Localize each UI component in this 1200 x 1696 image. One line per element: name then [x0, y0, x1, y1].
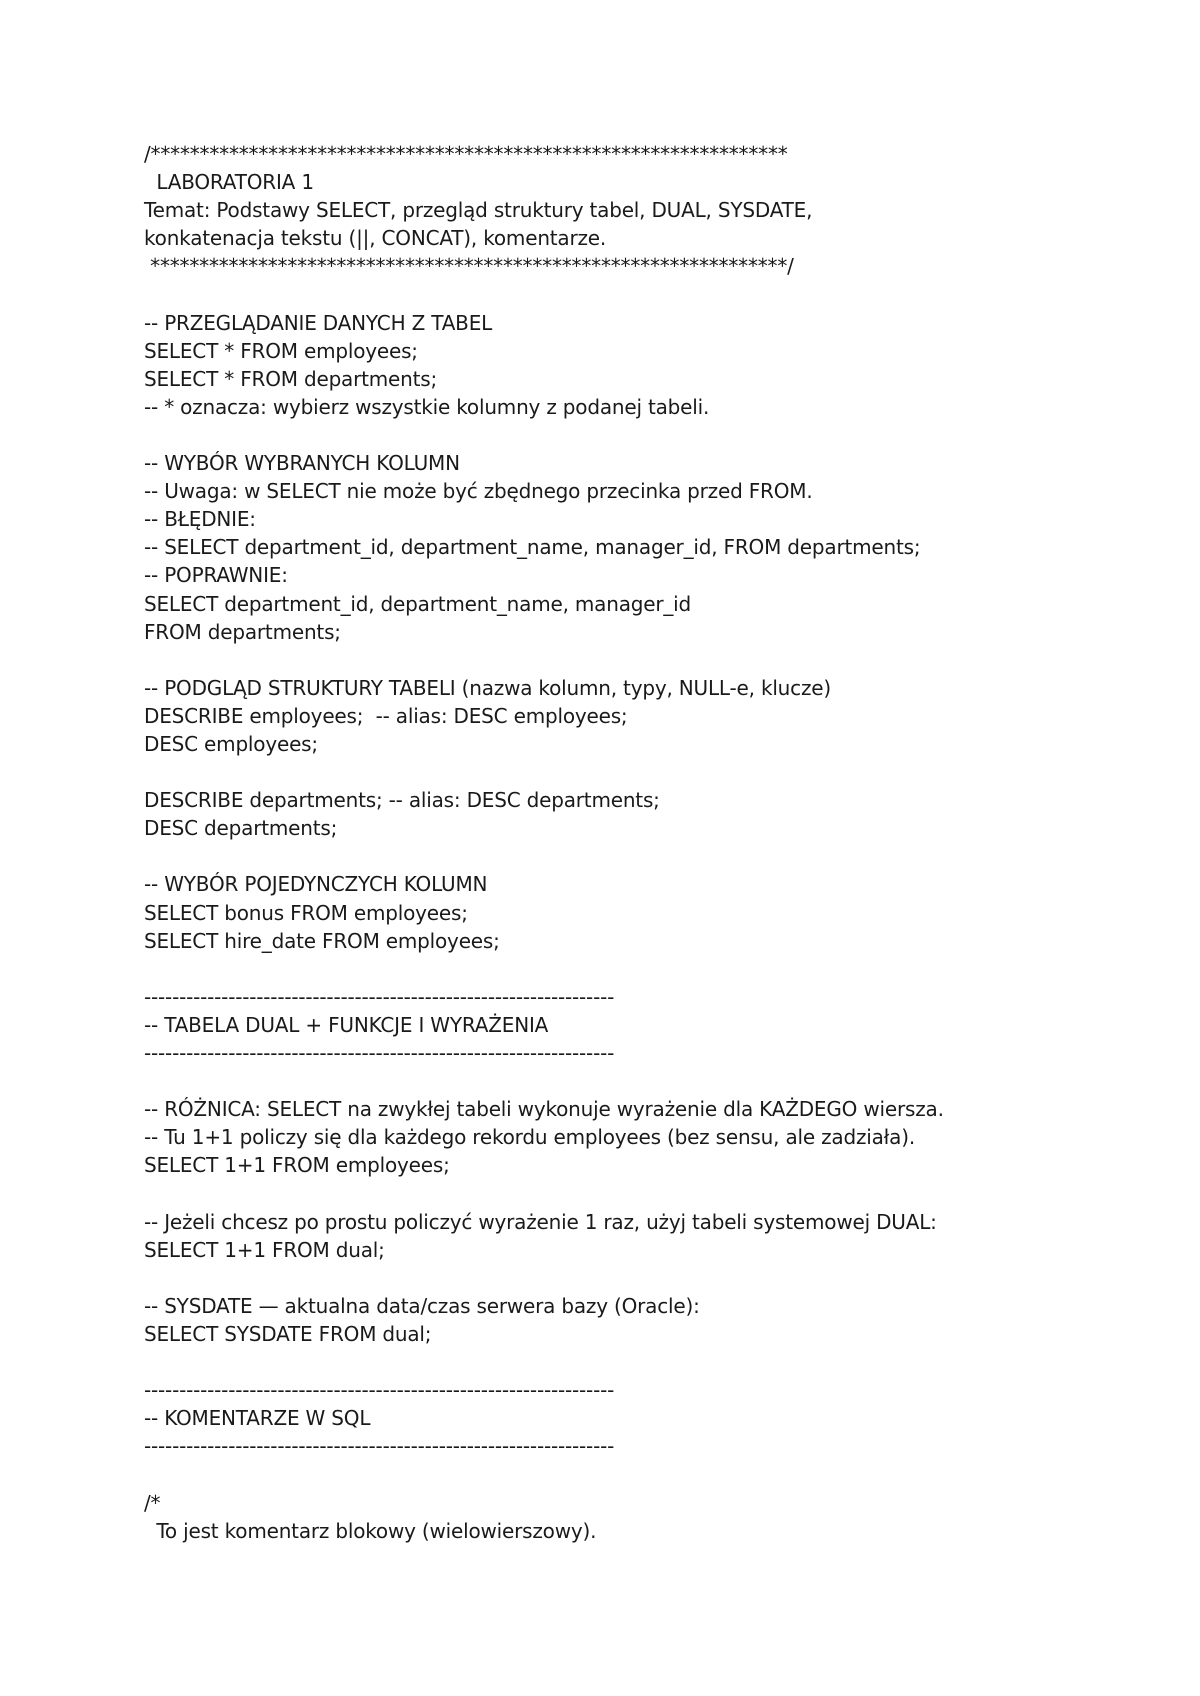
- blank-line: [144, 842, 1144, 870]
- text-line: -------------------------------------------------------------------: [144, 1434, 615, 1459]
- text-line: Temat: Podstawy SELECT, przegląd struktury tabel, DUAL, SYSDATE,: [144, 198, 813, 223]
- text-line: DESCRIBE departments; -- alias: DESC departments;: [144, 788, 660, 813]
- text-line: -- RÓŻNICA: SELECT na zwykłej tabeli wykonuje wyrażenie dla KAŻDEGO wiersza.: [144, 1097, 944, 1122]
- text-line: -- Tu 1+1 policzy się dla każdego rekordu employees (bez sensu, ale zadziała).: [144, 1125, 915, 1150]
- text-line: -------------------------------------------------------------------: [144, 1041, 615, 1065]
- blank-line: [144, 758, 1144, 786]
- text-line: *****************************************************************/: [144, 254, 794, 279]
- text-line: DESCRIBE employees; -- alias: DESC employees;: [144, 703, 628, 728]
- text-line: LABORATORIA 1: [144, 170, 314, 195]
- text-line: -------------------------------------------------------------------: [144, 1378, 615, 1403]
- text-line: SELECT * FROM employees;: [144, 338, 418, 363]
- text-line: -- PRZEGLĄDANIE DANYCH Z TABEL: [144, 310, 493, 335]
- blank-line: [144, 1179, 1144, 1207]
- text-line: -- POPRAWNIE:: [144, 563, 288, 588]
- blank-line: [144, 1348, 1144, 1376]
- text-line: -- BŁĘDNIE:: [144, 507, 256, 532]
- text-line: -- Uwaga: w SELECT nie może być zbędnego przecinka przed FROM.: [144, 479, 813, 504]
- blank-line: [144, 1460, 1144, 1488]
- blank-line: [144, 1264, 1144, 1292]
- blank-line: [144, 646, 1144, 674]
- text-line: FROM departments;: [144, 619, 341, 644]
- blank-line: [144, 1067, 1144, 1095]
- blank-line: [144, 955, 1144, 983]
- text-line: -- Jeżeli chcesz po prostu policzyć wyrażenie 1 raz, użyj tabeli systemowej DUAL:: [144, 1209, 937, 1234]
- text-line: SELECT bonus FROM employees;: [144, 900, 468, 925]
- text-line: -------------------------------------------------------------------: [144, 984, 615, 1009]
- text-line: To jest komentarz blokowy (wielowierszowy).: [144, 1518, 597, 1543]
- text-line: SELECT 1+1 FROM employees;: [144, 1153, 450, 1178]
- blank-line: [144, 280, 1144, 308]
- text-line: konkatenacja tekstu (||, CONCAT), komentarze.: [144, 226, 607, 251]
- text-line: /*****************************************************************: [144, 142, 788, 166]
- text-line: -- SYSDATE — aktualna data/czas serwera bazy (Oracle):: [144, 1293, 700, 1318]
- sql-script-text: [144, 140, 1144, 1545]
- text-line: SELECT hire_date FROM employees;: [144, 928, 500, 953]
- text-line: SELECT 1+1 FROM dual;: [144, 1237, 385, 1262]
- text-line: -- * oznacza: wybierz wszystkie kolumny z podanej tabeli.: [144, 394, 710, 419]
- text-line: /*: [144, 1490, 161, 1515]
- text-line: SELECT department_id, department_name, manager_id: [144, 591, 692, 616]
- text-line: -- TABELA DUAL + FUNKCJE I WYRAŻENIA: [144, 1012, 549, 1037]
- text-line: -- SELECT department_id, department_name, manager_id, FROM departments;: [144, 535, 921, 560]
- text-line: DESC employees;: [144, 731, 318, 756]
- text-line: -- WYBÓR WYBRANYCH KOLUMN: [144, 451, 460, 476]
- text-line: SELECT * FROM departments;: [144, 366, 438, 391]
- text-line: -- PODGLĄD STRUKTURY TABELI (nazwa kolumn, typy, NULL-e, klucze): [144, 675, 831, 700]
- text-line: DESC departments;: [144, 816, 338, 841]
- text-line: SELECT SYSDATE FROM dual;: [144, 1321, 432, 1346]
- text-line: -- KOMENTARZE W SQL: [144, 1406, 371, 1431]
- blank-line: [144, 421, 1144, 449]
- text-line: -- WYBÓR POJEDYNCZYCH KOLUMN: [144, 872, 488, 897]
